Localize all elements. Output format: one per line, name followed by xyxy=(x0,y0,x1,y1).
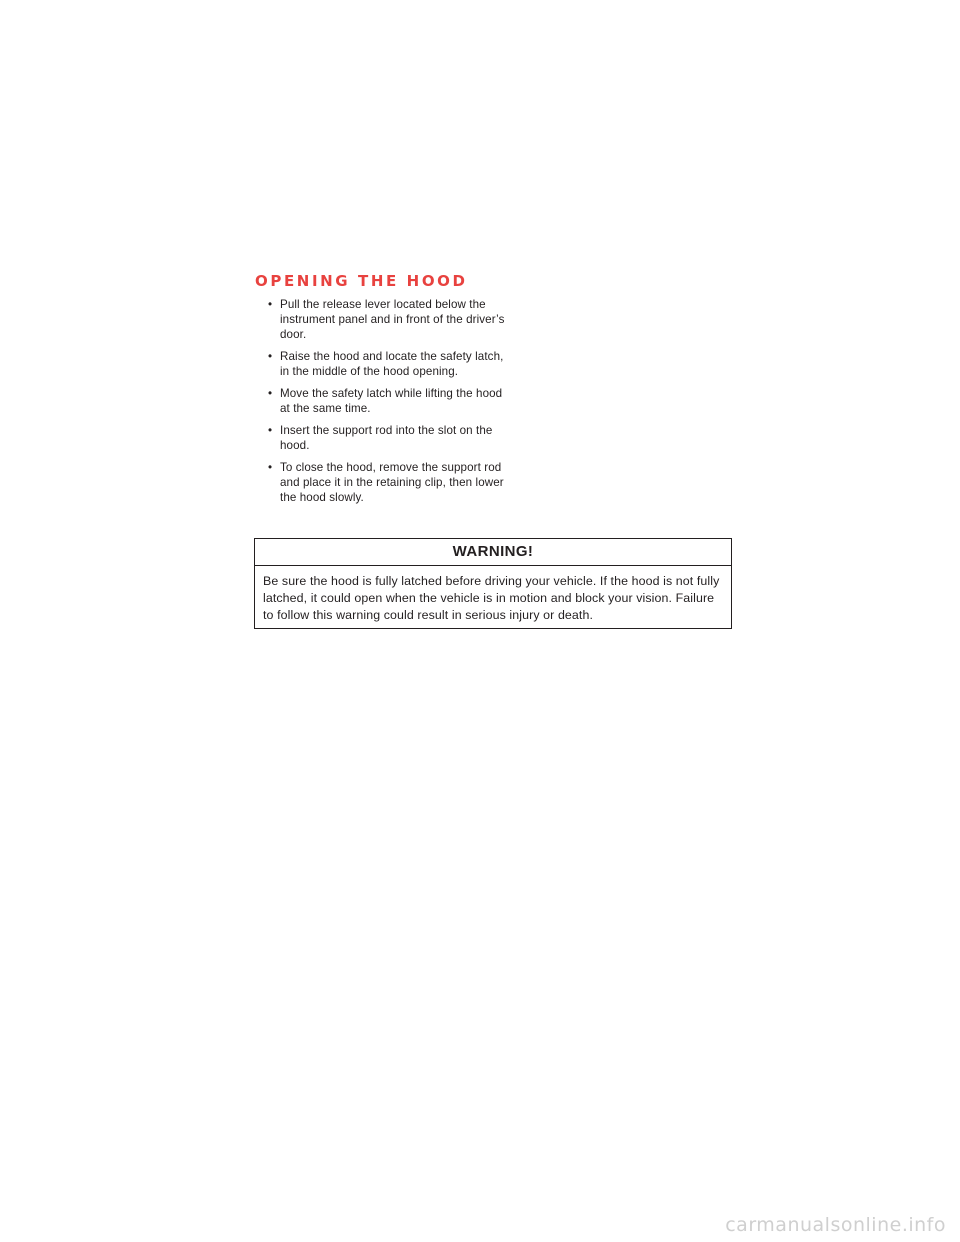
warning-text: Be sure the hood is fully latched before driving your vehicle. If the hood is not fully latched, it could open when the vehicle is in motion and block your vision. Failure to follow this warning could result in serious injury or death. xyxy=(263,574,720,622)
list-item-text: To close the hood, remove the support rod and place it in the retaining clip, then lower the hood slowly. xyxy=(280,461,504,504)
list-item xyxy=(268,349,508,379)
list-item-text: Move the safety latch while lifting the hood at the same time. xyxy=(280,387,503,415)
bullet-icon: • xyxy=(268,424,273,437)
warning-heading: WARNING! xyxy=(255,539,731,566)
bullet-icon: • xyxy=(268,350,273,363)
bullet-icon: • xyxy=(268,298,273,311)
list-item xyxy=(268,386,508,416)
list-item-text: Pull the release lever located below the instrument panel and in front of the driver’s door. xyxy=(280,298,505,341)
watermark: carmanualsonline.info xyxy=(725,1214,946,1236)
list-item-text: Insert the support rod into the slot on the hood. xyxy=(280,424,493,452)
list-item xyxy=(268,423,508,453)
warning-box xyxy=(254,538,732,629)
list-item-text: Raise the hood and locate the safety latch, in the middle of the hood opening. xyxy=(280,350,504,378)
bullet-icon: • xyxy=(268,461,273,474)
list-item xyxy=(268,460,508,505)
list-item xyxy=(268,297,508,342)
bullet-icon: • xyxy=(268,387,273,400)
section-title: OPENING THE HOOD xyxy=(255,272,468,290)
instruction-list xyxy=(268,297,508,512)
